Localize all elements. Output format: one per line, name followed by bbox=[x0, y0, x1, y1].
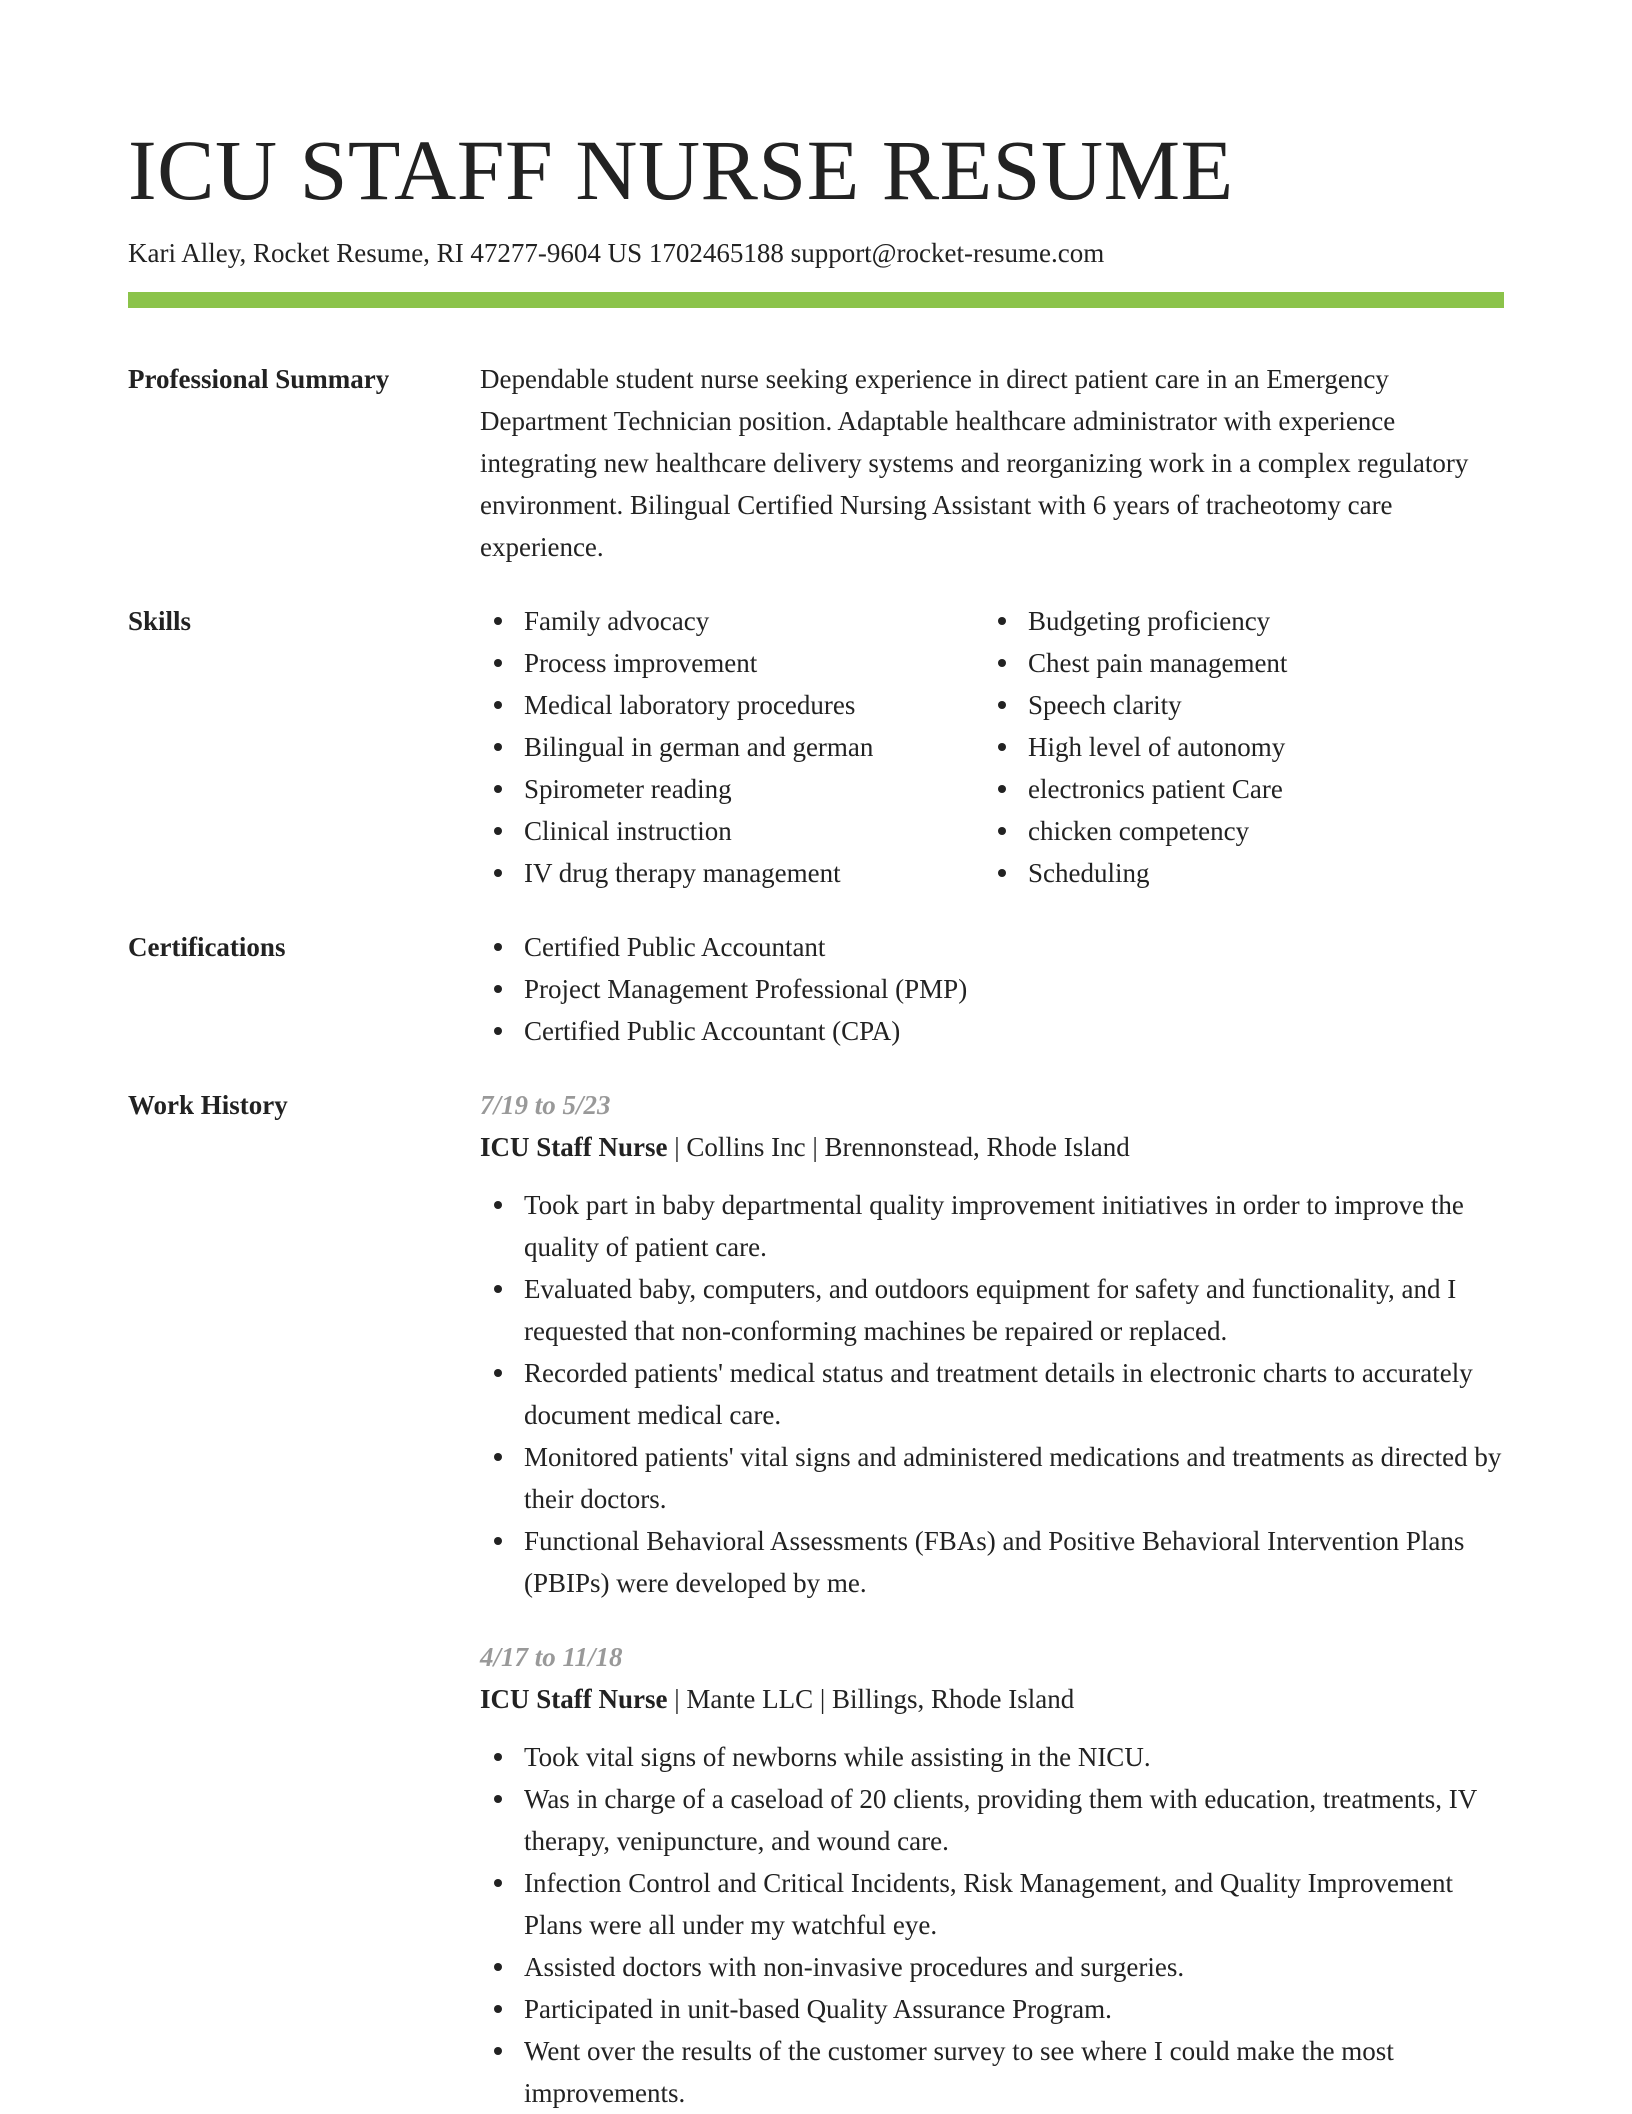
job-dates: 4/17 to 11/18 bbox=[480, 1642, 623, 1672]
job-dates: 7/19 to 5/23 bbox=[480, 1090, 611, 1120]
job-bullet: Took part in baby departmental quality improvement initiatives in order to improve the quality of patient care. bbox=[480, 1184, 1504, 1268]
skill-item: Spirometer reading bbox=[480, 768, 984, 810]
skills-list-left bbox=[480, 600, 984, 894]
job-bullets bbox=[480, 1736, 1504, 2114]
section-professional-summary bbox=[128, 358, 1504, 568]
job-bullet: Took vital signs of newborns while assisting in the NICU. bbox=[480, 1736, 1504, 1778]
job-bullet: Evaluated baby, computers, and outdoors equipment for safety and functionality, and I requested that non-conforming machines be repaired or replaced. bbox=[480, 1268, 1504, 1352]
certifications-list bbox=[480, 926, 1504, 1052]
skill-item: electronics patient Care bbox=[984, 768, 1488, 810]
skills-list-right bbox=[984, 600, 1488, 894]
section-label: Skills bbox=[128, 606, 192, 636]
job-heading bbox=[480, 1678, 1504, 1720]
section-label: Certifications bbox=[128, 932, 286, 962]
summary-text: Dependable student nurse seeking experience in direct patient care in an Emergency Department Technician position. Adaptable healthcare administrator with experience integrating new healthcare delivery systems and reorganizing work in a complex regulatory environment. Bilingual Certified Nursing Assistant with 6 years of tracheotomy care experience. bbox=[480, 364, 1469, 562]
skill-item: chicken competency bbox=[984, 810, 1488, 852]
section-certifications bbox=[128, 926, 1504, 1052]
job-employer-location: | Collins Inc | Brennonstead, Rhode Island bbox=[667, 1132, 1130, 1162]
section-work-history bbox=[128, 1084, 1504, 2114]
job-heading bbox=[480, 1126, 1504, 1168]
skill-item: Family advocacy bbox=[480, 600, 984, 642]
skill-item: Scheduling bbox=[984, 852, 1488, 894]
job-bullet: Recorded patients' medical status and treatment details in electronic charts to accurately document medical care. bbox=[480, 1352, 1504, 1436]
skill-item: Clinical instruction bbox=[480, 810, 984, 852]
job-bullet: Functional Behavioral Assessments (FBAs) and Positive Behavioral Intervention Plans (PBIPs) were developed by me. bbox=[480, 1520, 1504, 1604]
certifications-body bbox=[480, 926, 1504, 1052]
skill-item: High level of autonomy bbox=[984, 726, 1488, 768]
skills-columns bbox=[480, 600, 1504, 894]
skill-item: Chest pain management bbox=[984, 642, 1488, 684]
skill-item: Medical laboratory procedures bbox=[480, 684, 984, 726]
skill-item: Speech clarity bbox=[984, 684, 1488, 726]
resume-title: ICU STAFF NURSE RESUME bbox=[128, 122, 1234, 218]
job-entry bbox=[480, 1636, 1504, 2114]
skill-item: Budgeting proficiency bbox=[984, 600, 1488, 642]
header-divider bbox=[128, 292, 1504, 308]
job-title: ICU Staff Nurse bbox=[480, 1132, 668, 1162]
job-bullet: Assisted doctors with non-invasive procedures and surgeries. bbox=[480, 1946, 1504, 1988]
certification-item: Project Management Professional (PMP) bbox=[480, 968, 1504, 1010]
job-bullet: Was in charge of a caseload of 20 clients, providing them with education, treatments, IV therapy, venipuncture, and wound care. bbox=[480, 1778, 1504, 1862]
job-bullet: Participated in unit-based Quality Assurance Program. bbox=[480, 1988, 1504, 2030]
certification-item: Certified Public Accountant bbox=[480, 926, 1504, 968]
job-bullet: Went over the results of the customer survey to see where I could make the most improvements. bbox=[480, 2030, 1504, 2114]
section-skills bbox=[128, 600, 1504, 894]
job-title: ICU Staff Nurse bbox=[480, 1684, 668, 1714]
section-label: Work History bbox=[128, 1090, 288, 1120]
work-history-body bbox=[480, 1084, 1504, 2114]
job-bullet: Monitored patients' vital signs and administered medications and treatments as directed by their doctors. bbox=[480, 1436, 1504, 1520]
job-employer-location: | Mante LLC | Billings, Rhode Island bbox=[667, 1684, 1075, 1714]
skill-item: IV drug therapy management bbox=[480, 852, 984, 894]
job-bullet: Infection Control and Critical Incidents, Risk Management, and Quality Improvement Plans were all under my watchful eye. bbox=[480, 1862, 1504, 1946]
resume-page bbox=[128, 118, 1504, 2114]
section-label: Professional Summary bbox=[128, 364, 390, 394]
job-bullets bbox=[480, 1184, 1504, 1604]
contact-line: Kari Alley, Rocket Resume, RI 47277-9604 US 1702465188 support@rocket-resume.com bbox=[128, 238, 1105, 268]
job-entry bbox=[480, 1084, 1504, 1604]
skill-item: Process improvement bbox=[480, 642, 984, 684]
certification-item: Certified Public Accountant (CPA) bbox=[480, 1010, 1504, 1052]
skill-item: Bilingual in german and german bbox=[480, 726, 984, 768]
